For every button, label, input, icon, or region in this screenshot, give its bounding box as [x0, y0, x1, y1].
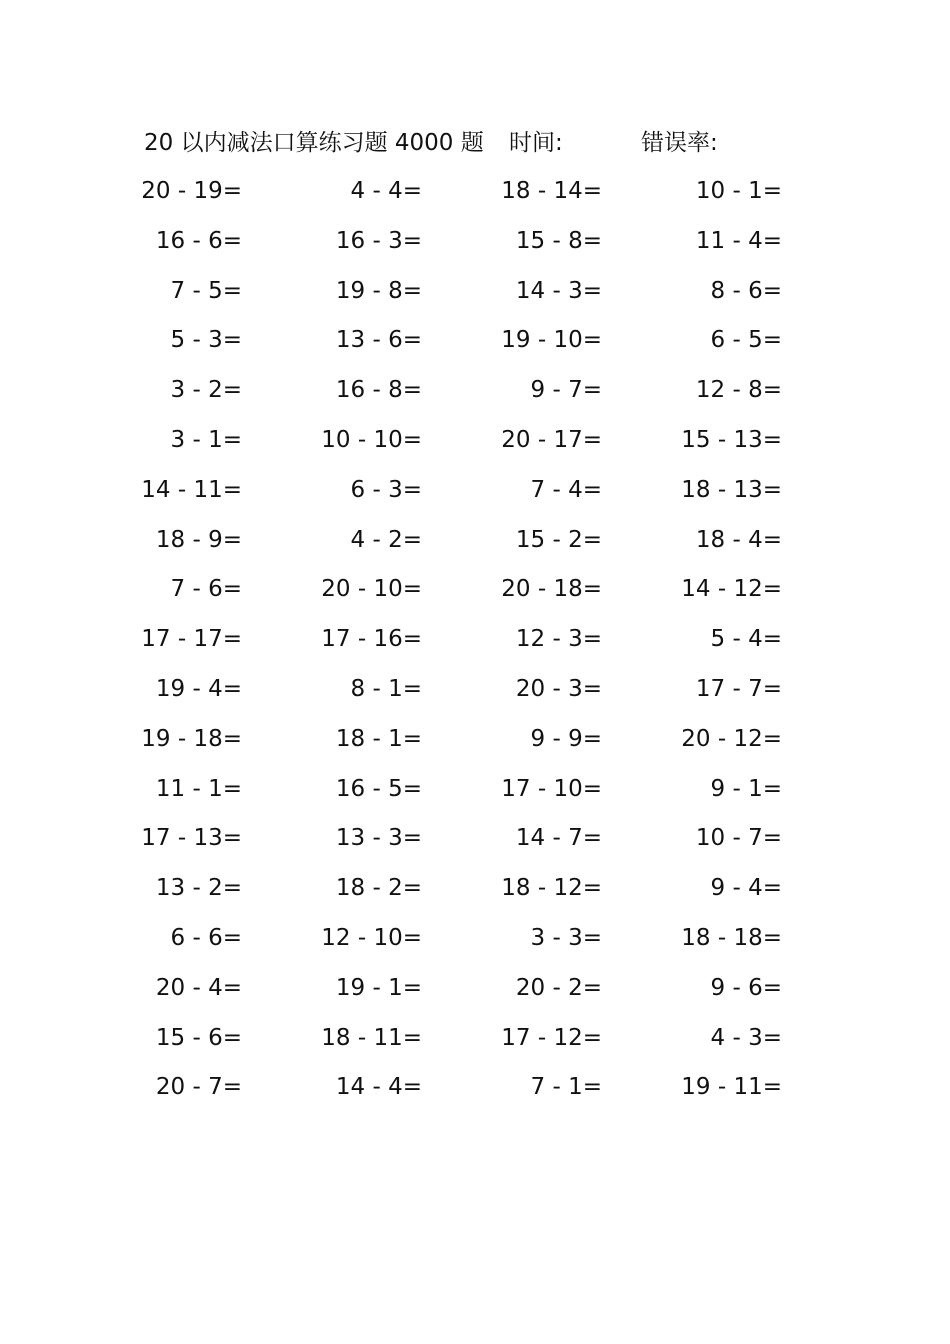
problem-item: 13 - 6=	[335, 327, 422, 354]
problem-item: 18 - 14=	[501, 178, 602, 204]
problem-item: 7 - 6=	[170, 576, 242, 603]
problem-item: 9 - 4=	[710, 875, 782, 902]
problem-item: 15 - 13=	[681, 426, 782, 453]
problem-row	[0, 174, 950, 224]
problem-item: 18 - 1=	[335, 725, 422, 752]
problem-item: 20 - 2=	[515, 974, 602, 1001]
problem-item: 9 - 1=	[710, 775, 782, 802]
problem-item: 4 - 3=	[710, 1024, 782, 1051]
problem-row	[0, 622, 950, 672]
problem-item: 15 - 8=	[515, 227, 602, 254]
problem-item: 18 - 13=	[681, 476, 782, 503]
problem-item: 18 - 11=	[321, 1024, 422, 1051]
problem-item: 13 - 3=	[335, 825, 422, 852]
problem-item: 9 - 6=	[710, 974, 782, 1001]
problem-item: 19 - 1=	[335, 974, 422, 1001]
problem-item: 20 - 4=	[155, 974, 242, 1001]
problem-item: 18 - 4=	[695, 526, 782, 553]
problem-row	[0, 1021, 950, 1071]
problem-item: 20 - 7=	[155, 1074, 242, 1101]
problem-item: 9 - 7=	[530, 377, 602, 404]
problem-item: 14 - 7=	[515, 825, 602, 852]
problem-item: 10 - 1=	[695, 178, 782, 204]
problem-item: 17 - 13=	[141, 825, 242, 852]
problem-item: 7 - 1=	[530, 1074, 602, 1101]
problem-item: 8 - 1=	[350, 675, 422, 702]
problem-item: 14 - 3=	[515, 277, 602, 304]
problem-row	[0, 821, 950, 871]
problem-item: 20 - 3=	[515, 675, 602, 702]
problem-item: 14 - 4=	[335, 1074, 422, 1101]
problem-item: 20 - 12=	[681, 725, 782, 752]
problem-item: 17 - 7=	[695, 675, 782, 702]
problem-item: 18 - 2=	[335, 875, 422, 902]
problem-item: 18 - 18=	[681, 924, 782, 951]
problem-row	[0, 373, 950, 423]
problem-item: 17 - 17=	[141, 626, 242, 653]
problem-item: 3 - 1=	[170, 426, 242, 453]
worksheet-title: 20 以内减法口算练习题 4000 题	[144, 130, 484, 156]
problem-item: 14 - 12=	[681, 576, 782, 603]
problem-item: 20 - 18=	[501, 576, 602, 603]
problem-item: 6 - 5=	[710, 327, 782, 354]
problem-item: 16 - 5=	[335, 775, 422, 802]
problem-item: 16 - 6=	[155, 227, 242, 254]
problem-row	[0, 523, 950, 573]
problem-item: 5 - 4=	[710, 626, 782, 653]
problem-item: 8 - 6=	[710, 277, 782, 304]
problem-item: 7 - 4=	[530, 476, 602, 503]
problem-item: 17 - 10=	[501, 775, 602, 802]
problem-item: 14 - 11=	[141, 476, 242, 503]
problem-item: 3 - 2=	[170, 377, 242, 404]
problem-row	[0, 323, 950, 373]
problem-grid	[0, 174, 950, 1120]
problem-item: 19 - 18=	[141, 725, 242, 752]
problem-item: 19 - 8=	[335, 277, 422, 304]
problem-item: 10 - 7=	[695, 825, 782, 852]
problem-row	[0, 224, 950, 274]
worksheet-header	[144, 126, 844, 160]
problem-item: 19 - 10=	[501, 327, 602, 354]
problem-row	[0, 473, 950, 523]
problem-item: 15 - 6=	[155, 1024, 242, 1051]
problem-item: 11 - 4=	[695, 227, 782, 254]
problem-row	[0, 722, 950, 772]
problem-row	[0, 921, 950, 971]
problem-item: 16 - 3=	[335, 227, 422, 254]
problem-item: 20 - 19=	[141, 178, 242, 204]
problem-row	[0, 871, 950, 921]
problem-item: 4 - 4=	[350, 178, 422, 204]
problem-item: 10 - 10=	[321, 426, 422, 453]
problem-row	[0, 423, 950, 473]
problem-item: 18 - 12=	[501, 875, 602, 902]
problem-item: 20 - 10=	[321, 576, 422, 603]
problem-item: 5 - 3=	[170, 327, 242, 354]
problem-item: 4 - 2=	[350, 526, 422, 553]
problem-item: 13 - 2=	[155, 875, 242, 902]
problem-item: 3 - 3=	[530, 924, 602, 951]
problem-item: 19 - 11=	[681, 1074, 782, 1101]
problem-item: 12 - 8=	[695, 377, 782, 404]
problem-item: 20 - 17=	[501, 426, 602, 453]
problem-item: 6 - 6=	[170, 924, 242, 951]
problem-item: 9 - 9=	[530, 725, 602, 752]
problem-row	[0, 672, 950, 722]
problem-row	[0, 971, 950, 1021]
problem-row	[0, 1070, 950, 1120]
problem-row	[0, 572, 950, 622]
problem-item: 17 - 12=	[501, 1024, 602, 1051]
problem-item: 11 - 1=	[155, 775, 242, 802]
problem-item: 6 - 3=	[350, 476, 422, 503]
problem-item: 15 - 2=	[515, 526, 602, 553]
problem-item: 12 - 3=	[515, 626, 602, 653]
time-label: 时间:	[509, 130, 563, 156]
problem-row	[0, 772, 950, 822]
problem-item: 19 - 4=	[155, 675, 242, 702]
problem-item: 7 - 5=	[170, 277, 242, 304]
problem-item: 16 - 8=	[335, 377, 422, 404]
problem-item: 17 - 16=	[321, 626, 422, 653]
problem-item: 12 - 10=	[321, 924, 422, 951]
problem-row	[0, 274, 950, 324]
error-rate-label: 错误率:	[641, 130, 718, 156]
problem-item: 18 - 9=	[155, 526, 242, 553]
